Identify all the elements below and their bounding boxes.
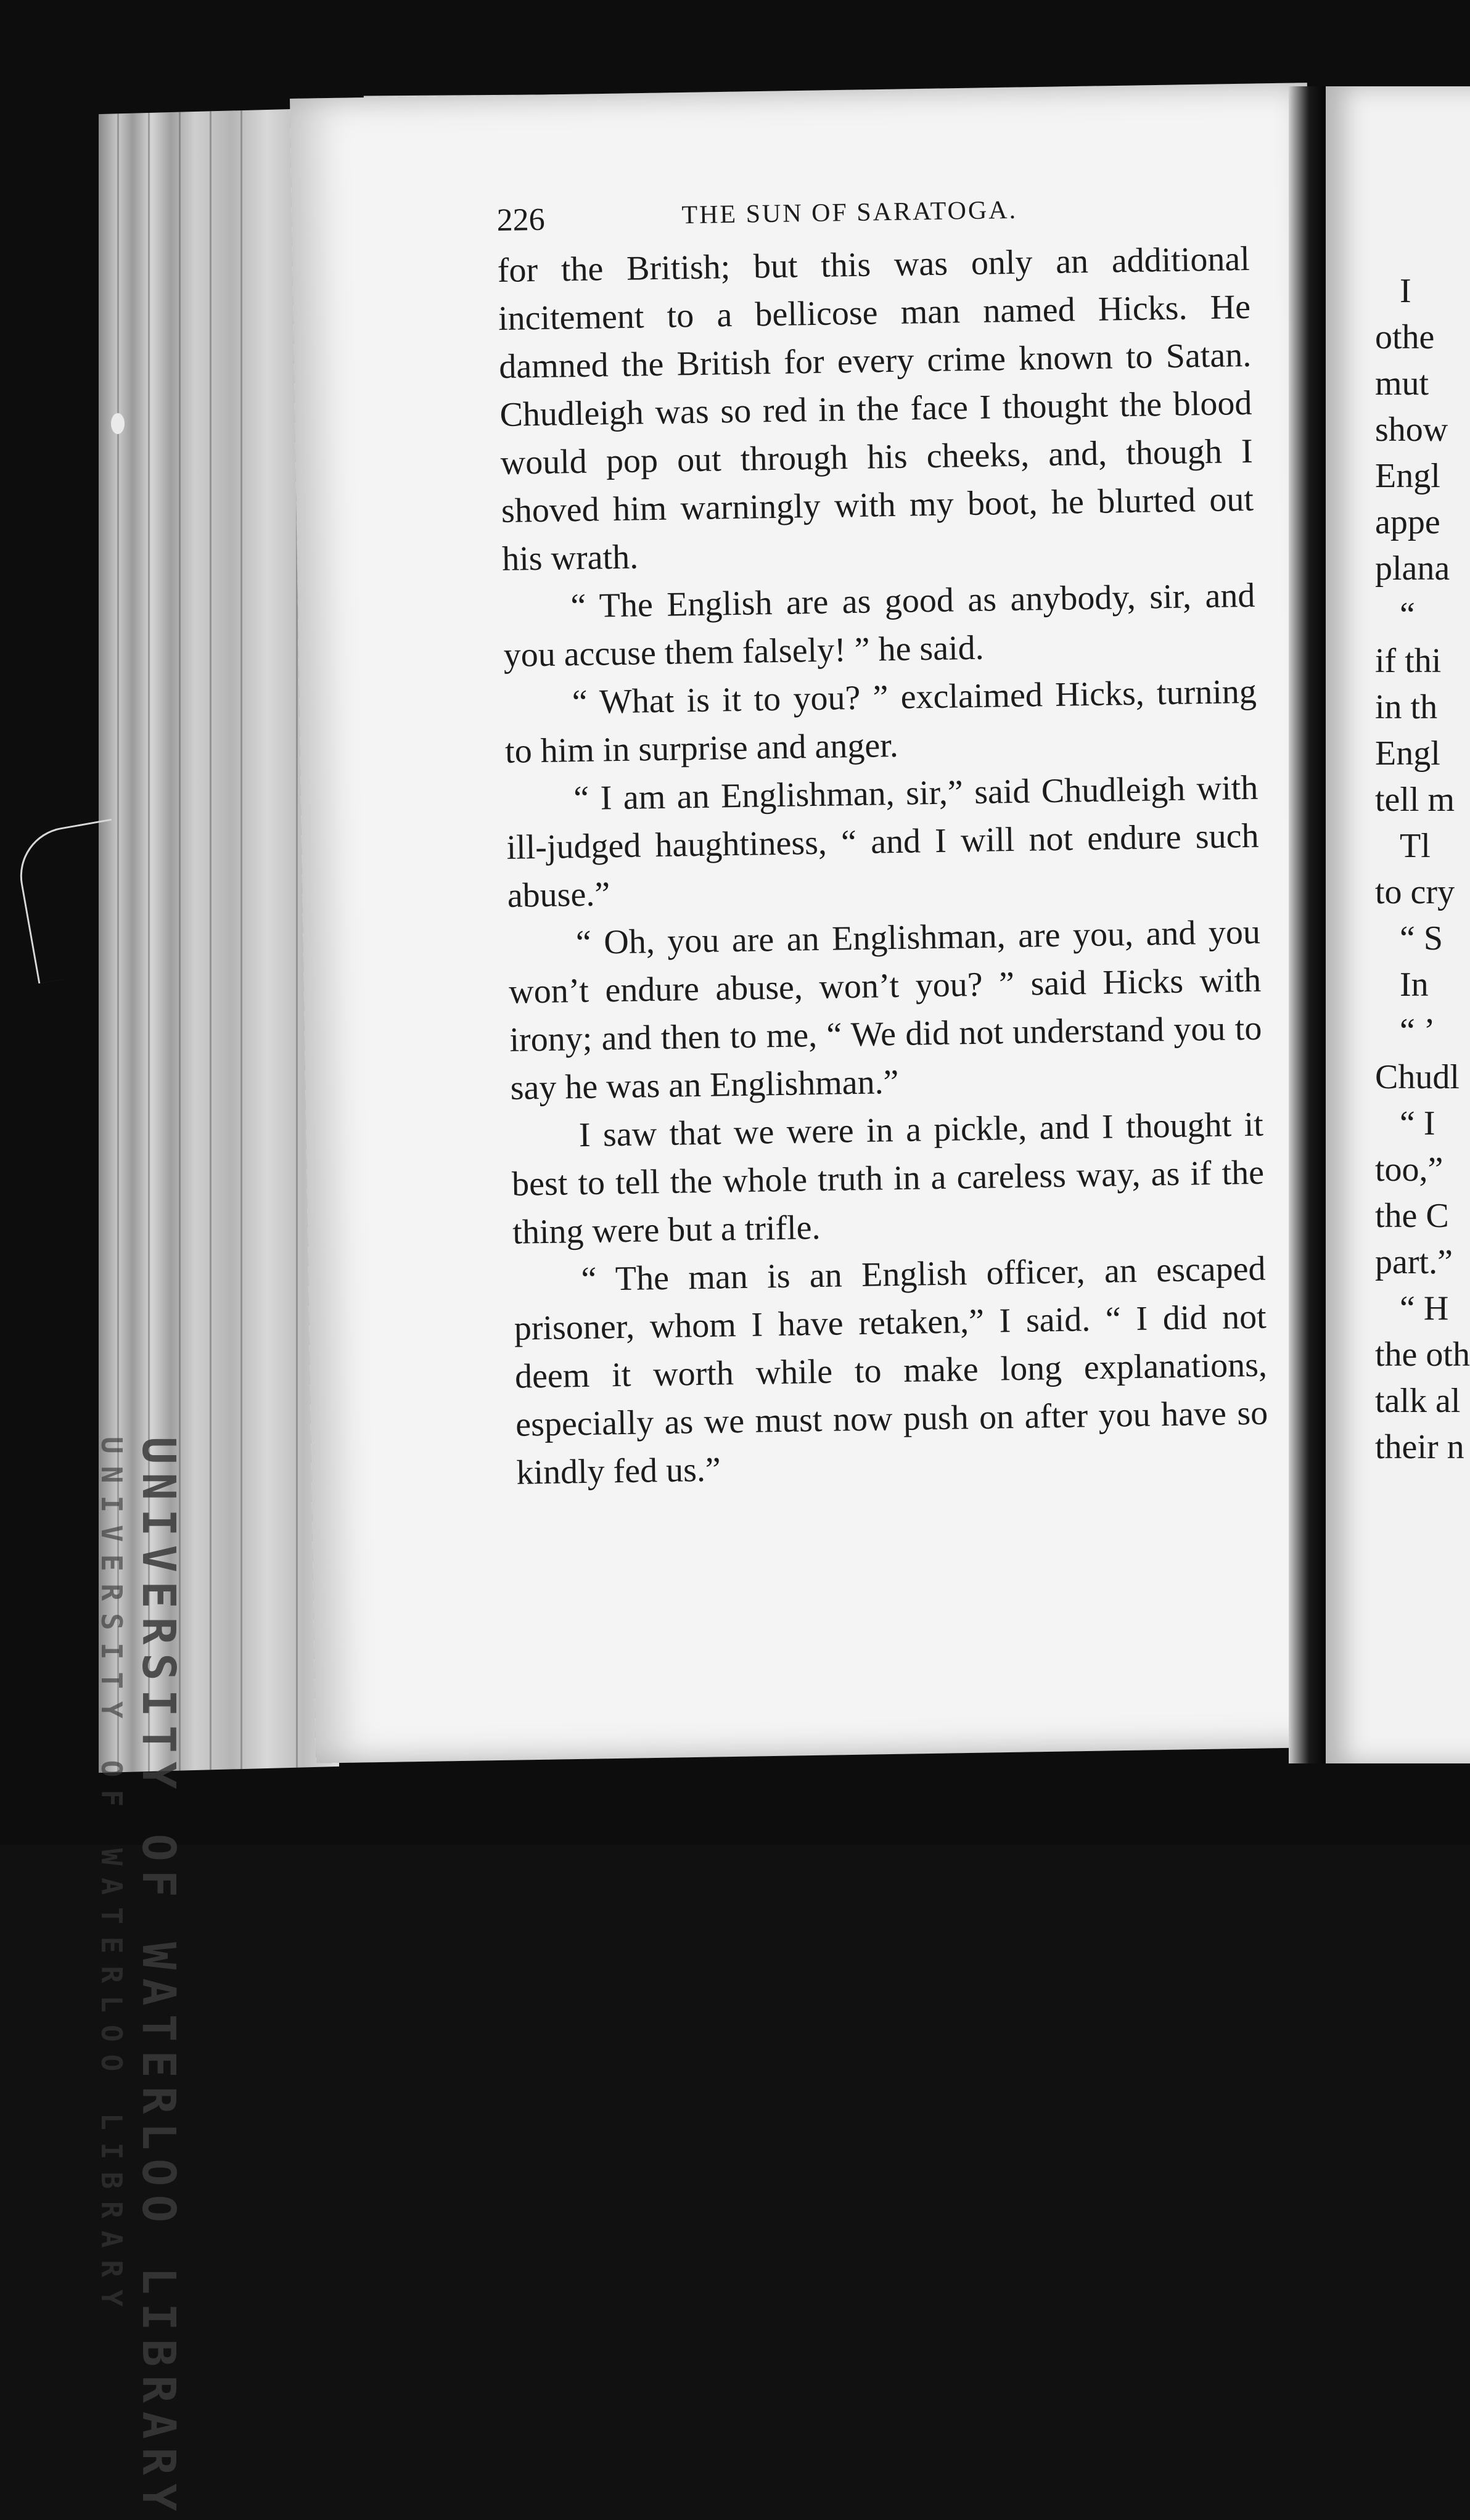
right-page-fragment: “ xyxy=(1400,596,1415,634)
right-page-fragment: part.” xyxy=(1375,1243,1453,1281)
right-page-fragment: mut xyxy=(1375,364,1429,403)
book-gutter xyxy=(1289,86,1326,1763)
paragraph: “ What is it to you? ” exclaimed Hicks, turning to him in surprise and anger. xyxy=(504,672,1257,771)
paragraph: “ Oh, you are an Englishman, are you, and you won’t endure abuse, won’t you? ” said Hicks with irony; and then to me, “ We did not understand you to say he was an Englishman.” xyxy=(508,913,1262,1107)
right-page-fragment: In xyxy=(1400,966,1429,1004)
right-page-fragment: I xyxy=(1400,272,1411,310)
paragraph: for the British; but this was only an additional incitement to a bellicose man named Hicks. He damned the British for every crime known to Satan. Chudleigh was so red in the face I thought the blood would pop out through his cheeks, and, though I shoved him warningly with my boot, he blurted out his wrath. xyxy=(497,239,1254,578)
paragraph: I saw that we were in a pickle, and I thought it best to tell the whole truth in a careless way, as if the thing were but a trifle. xyxy=(511,1105,1265,1252)
left-page-text xyxy=(496,186,1269,1497)
page-number: 226 xyxy=(496,202,546,238)
right-page-fragment: the oth xyxy=(1375,1336,1470,1374)
right-page-fragment: in th xyxy=(1375,688,1438,726)
right-page-fragment: too,” xyxy=(1375,1151,1443,1189)
right-page-fragment: “ ’ xyxy=(1400,1012,1435,1050)
right-page-fragment: show xyxy=(1375,411,1448,449)
page-edge-line xyxy=(210,111,211,1770)
right-page-fragment: to cry xyxy=(1375,873,1455,911)
paragraph: “ I am an Englishman, sir,” said Chudleigh with ill-judged haughtiness, “ and I will not endure such abuse.” xyxy=(506,768,1259,915)
right-page-fragment: appe xyxy=(1375,503,1440,541)
right-page-fragment: Tl xyxy=(1400,827,1431,865)
right-page-fragment: tell m xyxy=(1375,781,1455,819)
dust-speck xyxy=(111,413,125,434)
paragraph: “ The man is an English officer, an escaped prisoner, whom I have retaken,” I said. “ I did not deem it worth while to make long explanations, especially as we must now push on after you have so kindly fed us.” xyxy=(514,1249,1268,1492)
right-page-fragment: Chudl xyxy=(1375,1058,1460,1096)
right-page-fragment: othe xyxy=(1375,318,1435,356)
right-page-fragment: their n xyxy=(1375,1428,1464,1466)
library-stamp-line-faded: UNIVERSITY OF WATERLOO LIBRARY xyxy=(95,1437,128,2319)
page-edge-line xyxy=(240,110,242,1769)
right-page-fragment: “ H xyxy=(1400,1289,1449,1328)
right-page-fragment: “ I xyxy=(1400,1104,1435,1143)
right-page-fragment: plana xyxy=(1375,549,1450,588)
right-page-fragment: Engl xyxy=(1375,734,1440,773)
running-title: THE SUN OF SARATOGA. xyxy=(681,195,1018,230)
paragraph: “ The English are as good as anybody, sir, and you accuse them falsely! ” he said. xyxy=(503,576,1255,675)
right-page-fragment: the C xyxy=(1375,1197,1449,1235)
right-page-fragment: Engl xyxy=(1375,457,1440,495)
library-stamp-line: UNIVERSITY OF WATERLOO LIBRARY xyxy=(132,1437,185,2520)
right-page-fragment: if thi xyxy=(1375,642,1442,680)
right-page-fragment: talk al xyxy=(1375,1382,1461,1420)
library-stamp xyxy=(95,1437,185,2520)
right-page-fragment: “ S xyxy=(1400,919,1443,958)
